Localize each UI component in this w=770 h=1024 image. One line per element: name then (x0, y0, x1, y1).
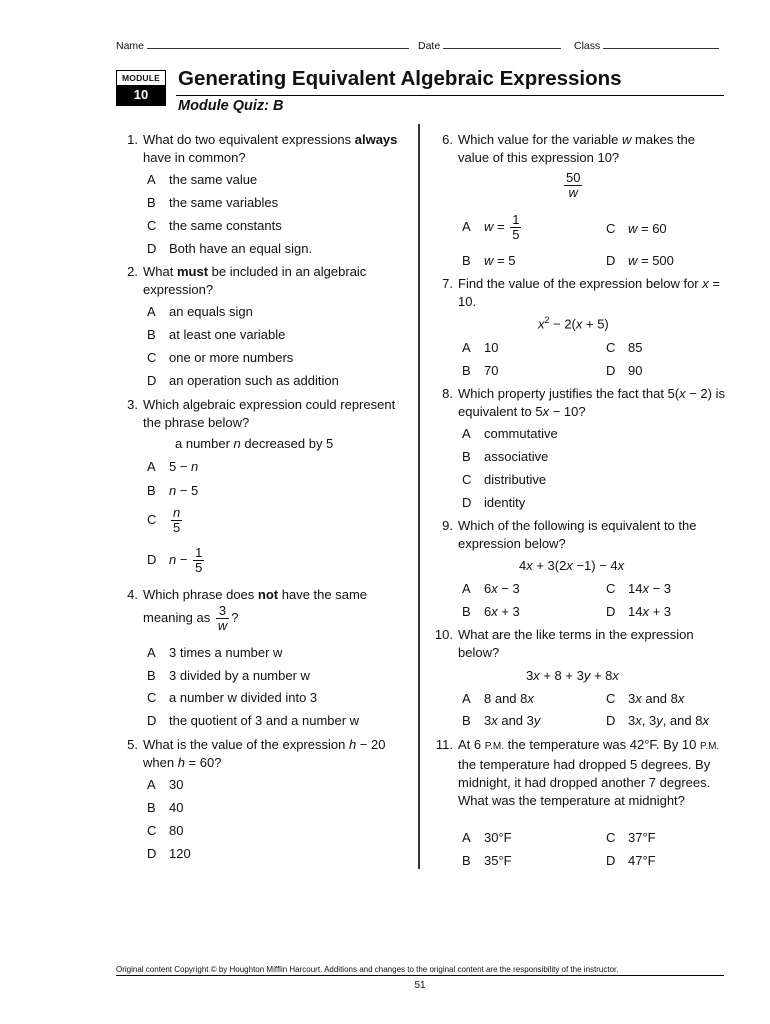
question-number: 4. (127, 587, 138, 602)
page-title: Generating Equivalent Algebraic Expressions (178, 67, 622, 90)
q8-option-b[interactable]: B associative (462, 449, 549, 464)
date-field[interactable] (418, 38, 561, 52)
page-subtitle: Module Quiz: B (178, 98, 284, 114)
question-number: 6. (442, 132, 453, 147)
q5-option-a[interactable]: A 30 (147, 777, 184, 792)
q6-option-a[interactable]: A w = $\frac{1}{5}$ (462, 212, 520, 242)
q9-option-c[interactable]: C 14x − 3 (606, 581, 672, 596)
q2-option-c[interactable]: C one or more numbers (147, 350, 294, 365)
question-text: Which of the following is equivalent to the expression below? (458, 518, 697, 551)
q11-option-a[interactable]: A 30°F (462, 830, 512, 845)
q10-option-d[interactable]: D 3x, 3y, and 8x (606, 713, 709, 728)
q10-option-a[interactable]: A 8 and 8x (462, 691, 534, 706)
q11-option-b[interactable]: B 35°F (462, 853, 512, 868)
q9-expression: 4x + 3(2x −1) − 4x (519, 558, 625, 573)
q7-option-b[interactable]: B 70 (462, 363, 499, 378)
q6-option-c[interactable]: C w = 60 (606, 221, 667, 236)
module-badge (116, 70, 166, 106)
question-number: 2. (127, 264, 138, 279)
q8-option-c[interactable]: C distributive (462, 472, 547, 487)
class-label: Class (574, 40, 601, 52)
q8-option-a[interactable]: A commutative (462, 426, 558, 441)
question-number: 11. (435, 737, 453, 752)
question-number: 7. (442, 276, 453, 291)
question-text: Which property justifies the fact that 5(x − 2) is equivalent to 5x − 10? (458, 386, 725, 419)
q10-expression: 3x + 8 + 3y + 8x (526, 668, 619, 683)
question-text: What do two equivalent expressions always have in common? (143, 132, 398, 165)
q1-option-d[interactable]: D Both have an equal sign. (147, 241, 313, 256)
q1-option-a[interactable]: A the same value (147, 172, 258, 187)
question-text: What must be included in an algebraic expression? (143, 264, 367, 297)
page-number: 51 (414, 980, 426, 991)
question-text: Which value for the variable w makes the value of this expression 10? (458, 132, 696, 165)
q9-option-b[interactable]: B 6x + 3 (462, 604, 520, 619)
q8-option-d[interactable]: D identity (462, 495, 526, 510)
q4-option-c[interactable]: C a number w divided into 3 (147, 690, 318, 705)
footer-rule (116, 975, 724, 976)
q11-option-c[interactable]: C 37°F (606, 830, 656, 845)
q4-option-b[interactable]: B 3 divided by a number w (147, 668, 310, 683)
q11-option-d[interactable]: D 47°F (606, 853, 656, 868)
q3-option-a[interactable]: A 5 − n (147, 459, 199, 474)
q7-option-c[interactable]: C 85 (606, 340, 643, 355)
q3-phrase: a number n decreased by 5 (175, 436, 334, 451)
date-line (443, 38, 561, 49)
question-number: 8. (442, 386, 453, 401)
question-text: Find the value of the expression below for x = 10. (458, 276, 720, 309)
question-number: 3. (127, 397, 138, 412)
q10-option-b[interactable]: B 3x and 3y (462, 713, 541, 728)
q4-option-a[interactable]: A 3 times a number w (147, 645, 283, 660)
q3-option-c[interactable]: C $\frac{n}{5}$ (147, 505, 181, 535)
name-label: Name (116, 40, 145, 52)
q9-option-a[interactable]: A 6x − 3 (462, 581, 520, 596)
q4-option-d[interactable]: D the quotient of 3 and a number w (147, 713, 360, 728)
q2-option-a[interactable]: A an equals sign (147, 304, 253, 319)
q3-option-b[interactable]: B n − 5 (147, 483, 199, 498)
q7-option-a[interactable]: A 10 (462, 340, 499, 355)
name-field[interactable] (116, 38, 409, 52)
q4-text-continued: meaning as $\frac{3}{w}$ ? (143, 603, 239, 633)
q3-option-d[interactable]: D n − $\frac{1}{5}$ (147, 545, 203, 575)
q10-option-c[interactable]: C 3x and 8x (606, 691, 685, 706)
q9-option-d[interactable]: D 14x + 3 (606, 604, 672, 619)
question-text: At 6 P.M. the temperature was 42°F. By 10 P.M. the temperature had dropped 5 degrees. By midnight, it had dropped another 7 degrees. What was the temperature at midnight? (458, 737, 720, 808)
question-text: What are the like terms in the expression below? (458, 627, 694, 660)
question-number: 5. (127, 737, 138, 752)
q6-expression: $\frac{50}{w}$ (566, 170, 581, 200)
date-label: Date (418, 40, 441, 52)
column-divider (418, 124, 420, 869)
module-number: 10 (117, 85, 165, 105)
question-text: What is the value of the expression h − 20 when h = 60? (143, 737, 386, 770)
q7-expression: $x^2 - 2(x + 5)$ (538, 315, 609, 332)
question-text: Which phrase does not have the same (143, 587, 368, 602)
question-text: Which algebraic expression could represent the phrase below? (143, 397, 396, 430)
module-label: MODULE (121, 73, 161, 83)
q5-option-d[interactable]: D 120 (147, 846, 191, 861)
class-line (603, 38, 719, 49)
question-number: 1. (127, 132, 138, 147)
q1-option-b[interactable]: B the same variables (147, 195, 279, 210)
name-line (147, 38, 409, 49)
q6-option-b[interactable]: B w = 5 (462, 253, 516, 268)
q2-option-b[interactable]: B at least one variable (147, 327, 286, 342)
q5-option-b[interactable]: B 40 (147, 800, 184, 815)
q1-option-c[interactable]: C the same constants (147, 218, 282, 233)
class-field[interactable] (574, 38, 719, 52)
question-number: 10. (434, 627, 453, 642)
copyright-notice: Original content Copyright © by Houghton Mifflin Harcourt. Additions and changes to the original content are the responsibility of the instructor. (116, 965, 619, 974)
title-rule (176, 95, 724, 96)
q5-option-c[interactable]: C 80 (147, 823, 184, 838)
q2-option-d[interactable]: D an operation such as addition (147, 373, 339, 388)
q7-option-d[interactable]: D 90 (606, 363, 643, 378)
q6-option-d[interactable]: D w = 500 (606, 253, 674, 268)
question-number: 9. (442, 518, 453, 533)
